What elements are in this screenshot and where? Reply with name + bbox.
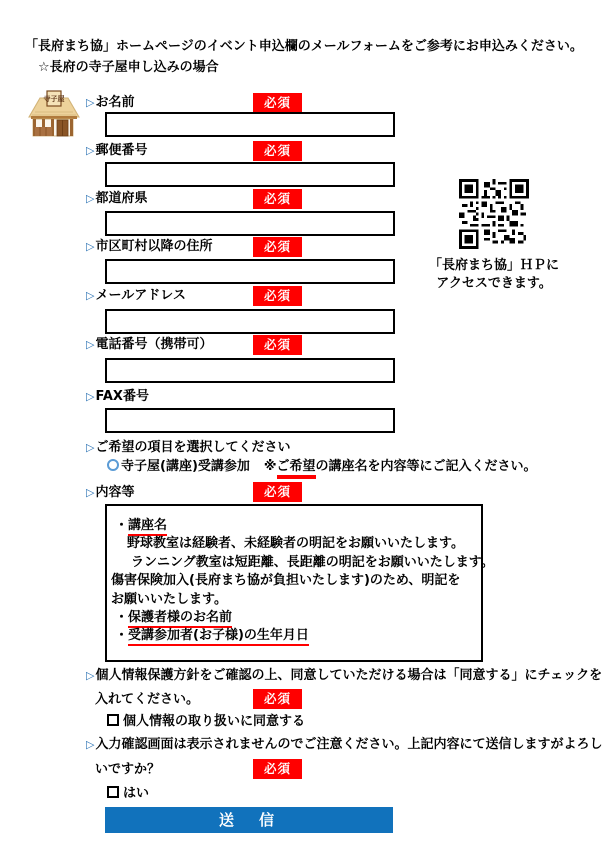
content-line-insurance: 傷害保険加入(長府まち協が負担いたします)のため、明記を — [111, 573, 461, 589]
terakoya-sign-text: 寺子屋 — [43, 95, 65, 103]
triangle-bullet-icon: ▷ — [86, 738, 95, 751]
prefecture-input[interactable] — [105, 211, 395, 236]
privacy-consent-checkbox[interactable] — [107, 714, 119, 726]
content-line-guardian-name: ・保護者様のお名前 — [107, 609, 481, 627]
confirm-yes-checkbox[interactable] — [107, 786, 119, 798]
name-input[interactable] — [105, 112, 395, 137]
postal-code-input[interactable] — [105, 162, 395, 187]
required-badge: 必須 — [253, 189, 302, 209]
triangle-bullet-icon: ▷ — [86, 289, 95, 302]
submit-button[interactable]: 送 信 — [105, 807, 393, 833]
privacy-consent-label[interactable]: 個人情報の取り扱いに同意する — [123, 714, 306, 729]
required-badge: 必須 — [253, 93, 302, 113]
triangle-bullet-icon: ▷ — [86, 486, 95, 499]
confirm-text-line1: ▷入力確認画面は表示されませんのでご注意ください。上記内容にて送信しますがよろし — [86, 737, 603, 752]
choice-radio-row — [107, 459, 537, 475]
address-input[interactable] — [105, 259, 395, 284]
required-badge: 必須 — [253, 286, 302, 306]
qr-caption-line2: アクセスできます。 — [436, 276, 552, 291]
choice-note-post: の講座名を内容等にご記入ください。 — [315, 459, 537, 474]
field-label-name: ▷お名前 — [86, 95, 135, 110]
required-badge: 必須 — [253, 237, 302, 257]
required-badge: 必須 — [253, 335, 302, 355]
content-line-baseball: 野球教室は経験者、未経験者の明記をお願いいたします。 — [127, 536, 464, 552]
fax-input[interactable] — [105, 408, 395, 433]
confirm-text-line2: いですか？ — [95, 762, 161, 777]
required-badge: 必須 — [253, 141, 302, 161]
privacy-text-line1: ▷個人情報保護方針をご確認の上、同意していただける場合は「同意する」にチェックを — [86, 668, 603, 683]
confirm-yes-row — [107, 786, 149, 802]
content-line-course-name: ・講座名 — [107, 517, 481, 535]
triangle-bullet-icon: ▷ — [86, 96, 95, 109]
page-subtitle: ☆長府の寺子屋申し込みの場合 — [38, 60, 219, 75]
field-label-fax: ▷FAX番号 — [86, 389, 149, 404]
page-title: 「長府まち協」ホームページのイベント申込欄のメールフォームをご参考にお申込みください。 — [25, 39, 583, 54]
triangle-bullet-icon: ▷ — [86, 240, 95, 253]
terakoya-radio-button[interactable] — [107, 459, 119, 471]
content-line-running: ランニング教室は短距離、長距離の明記をお願いいたします。 — [131, 554, 494, 570]
terakoya-building-icon — [27, 90, 81, 142]
content-line-please: お願いいたします。 — [111, 591, 227, 607]
field-label-postal-code: ▷郵便番号 — [86, 143, 148, 158]
privacy-text-line2: 入れてください。 — [95, 692, 200, 707]
required-badge: 必須 — [253, 482, 302, 502]
field-label-prefecture: ▷都道府県 — [86, 191, 148, 206]
field-label-address: ▷市区町村以降の住所 — [86, 239, 213, 254]
confirm-yes-label[interactable]: はい — [123, 786, 150, 801]
triangle-bullet-icon: ▷ — [86, 338, 95, 351]
field-label-phone: ▷電話番号（携帯可） — [86, 337, 213, 352]
privacy-consent-row — [107, 714, 305, 730]
terakoya-radio-label[interactable]: 寺子屋(講座)受講参加 — [121, 459, 250, 474]
qr-caption — [408, 257, 580, 293]
field-label-email: ▷メールアドレス — [86, 288, 186, 303]
content-textarea[interactable] — [105, 504, 494, 662]
triangle-bullet-icon: ▷ — [86, 441, 95, 454]
choice-note-underlined: ご希望 — [277, 459, 316, 479]
triangle-bullet-icon: ▷ — [86, 144, 95, 157]
choice-note-pre: ※ — [263, 459, 277, 474]
triangle-bullet-icon: ▷ — [86, 390, 95, 403]
qr-code — [456, 179, 532, 253]
phone-input[interactable] — [105, 358, 395, 383]
triangle-bullet-icon: ▷ — [86, 192, 95, 205]
choice-section-label: ▷ご希望の項目を選択してください — [86, 440, 291, 455]
email-input[interactable] — [105, 309, 395, 334]
required-badge: 必須 — [253, 759, 302, 779]
content-section-label: ▷内容等 — [86, 485, 135, 500]
required-badge: 必須 — [253, 689, 302, 709]
triangle-bullet-icon: ▷ — [86, 669, 95, 682]
qr-caption-line1: 「長府まち協」ＨＰに — [428, 258, 559, 273]
content-line-birthdate: ・受講参加者(お子様)の生年月日 — [107, 627, 481, 645]
